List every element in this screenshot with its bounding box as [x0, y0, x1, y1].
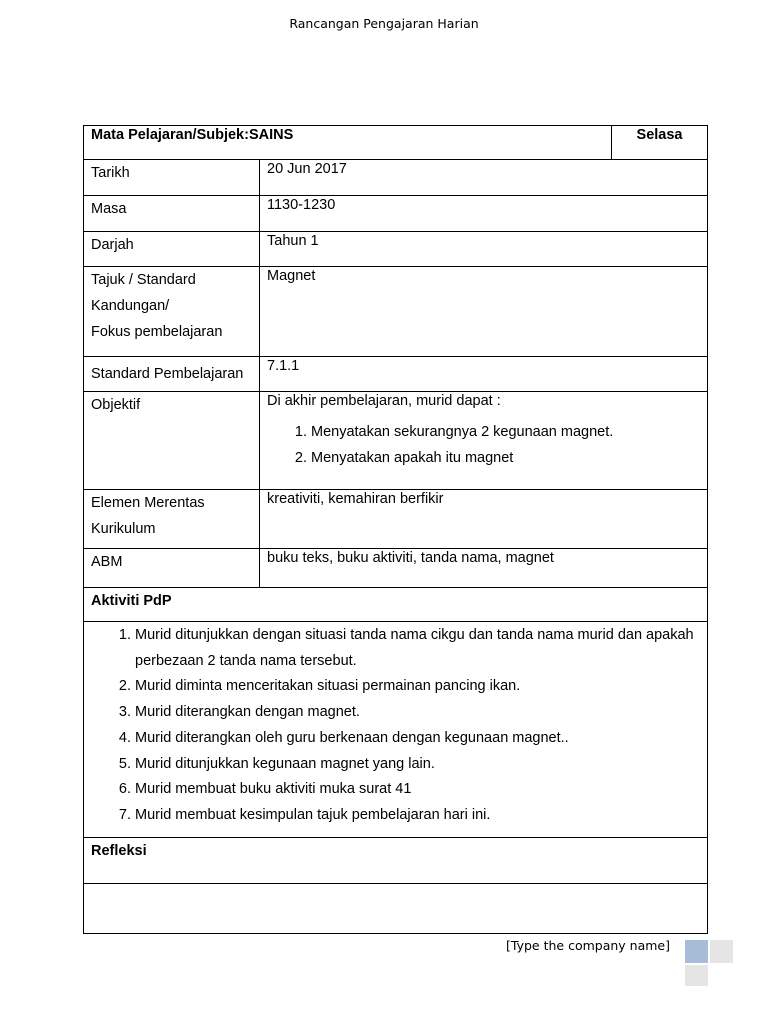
- topic-value: Magnet: [260, 267, 708, 357]
- table-row: [84, 232, 708, 267]
- abm-value: buku teks, buku aktiviti, tanda nama, magnet: [260, 549, 708, 588]
- reflection-content: [84, 884, 708, 934]
- list-item: 7. Murid membuat kesimpulan tajuk pembelajaran hari ini.: [135, 803, 707, 829]
- class-value: Tahun 1: [260, 232, 708, 267]
- table-row: [84, 196, 708, 232]
- cross-curriculum-label-line: Kurikulum: [91, 521, 156, 537]
- reflection-header-row: [84, 838, 708, 884]
- cross-curriculum-label-line: Elemen Merentas: [91, 495, 205, 511]
- time-value: 1130-1230: [260, 196, 708, 232]
- standard-label: Standard Pembelajaran: [84, 357, 260, 392]
- footer-decoration-square-accent: [685, 940, 708, 963]
- objective-intro: Di akhir pembelajaran, murid dapat :: [267, 393, 501, 409]
- objective-label: Objektif: [84, 392, 260, 490]
- topic-label: [84, 267, 260, 357]
- class-label: Darjah: [84, 232, 260, 267]
- activities-list: [91, 623, 707, 829]
- list-item: 1. Menyatakan sekurangnya 2 kegunaan magnet.: [311, 419, 707, 445]
- list-item: 6. Murid membuat buku aktiviti muka surat 41: [135, 777, 707, 803]
- topic-label-line: Kandungan/: [91, 298, 170, 314]
- cross-curriculum-value: kreativiti, kemahiran berfikir: [260, 490, 708, 549]
- activities-cell: [84, 622, 708, 838]
- footer-decoration-square-light: [710, 940, 733, 963]
- reflection-title: Refleksi: [84, 838, 708, 884]
- subject-row: [84, 126, 708, 160]
- cross-curriculum-label: [84, 490, 260, 549]
- list-item: 4. Murid diterangkan oleh guru berkenaan dengan kegunaan magnet..: [135, 726, 707, 752]
- footer-company-name: [Type the company name]: [506, 938, 670, 953]
- day-cell: Selasa: [612, 126, 708, 160]
- subject-cell: Mata Pelajaran/Subjek:SAINS: [84, 126, 612, 160]
- date-label: Tarikh: [84, 160, 260, 196]
- table-row: [84, 392, 708, 490]
- lesson-plan-table: [83, 125, 708, 934]
- date-value: 20 Jun 2017: [260, 160, 708, 196]
- table-row: [84, 267, 708, 357]
- standard-value: 7.1.1: [260, 357, 708, 392]
- abm-label: ABM: [84, 549, 260, 588]
- time-label: Masa: [84, 196, 260, 232]
- list-item: 5. Murid ditunjukkan kegunaan magnet yang lain.: [135, 752, 707, 778]
- objective-cell: [260, 392, 708, 490]
- table-row: [84, 357, 708, 392]
- list-item: 2. Murid diminta menceritakan situasi permainan pancing ikan.: [135, 674, 707, 700]
- table-row: [84, 160, 708, 196]
- reflection-content-row: [84, 884, 708, 934]
- objective-list: [267, 419, 707, 471]
- table-row: [84, 549, 708, 588]
- list-item: 2. Menyatakan apakah itu magnet: [311, 445, 707, 471]
- topic-label-line: Tajuk / Standard: [91, 272, 196, 288]
- list-item: 3. Murid diterangkan dengan magnet.: [135, 700, 707, 726]
- page-header-title: Rancangan Pengajaran Harian: [289, 16, 479, 31]
- footer-decoration-square-light: [685, 965, 708, 986]
- activities-title: Aktiviti PdP: [84, 588, 708, 622]
- activities-row: [84, 622, 708, 838]
- table-row: [84, 490, 708, 549]
- activities-header-row: [84, 588, 708, 622]
- list-item: 1. Murid ditunjukkan dengan situasi tanda nama cikgu dan tanda nama murid dan apakah perbezaan 2 tanda nama tersebut.: [135, 623, 707, 674]
- topic-label-line: Fokus pembelajaran: [91, 324, 223, 340]
